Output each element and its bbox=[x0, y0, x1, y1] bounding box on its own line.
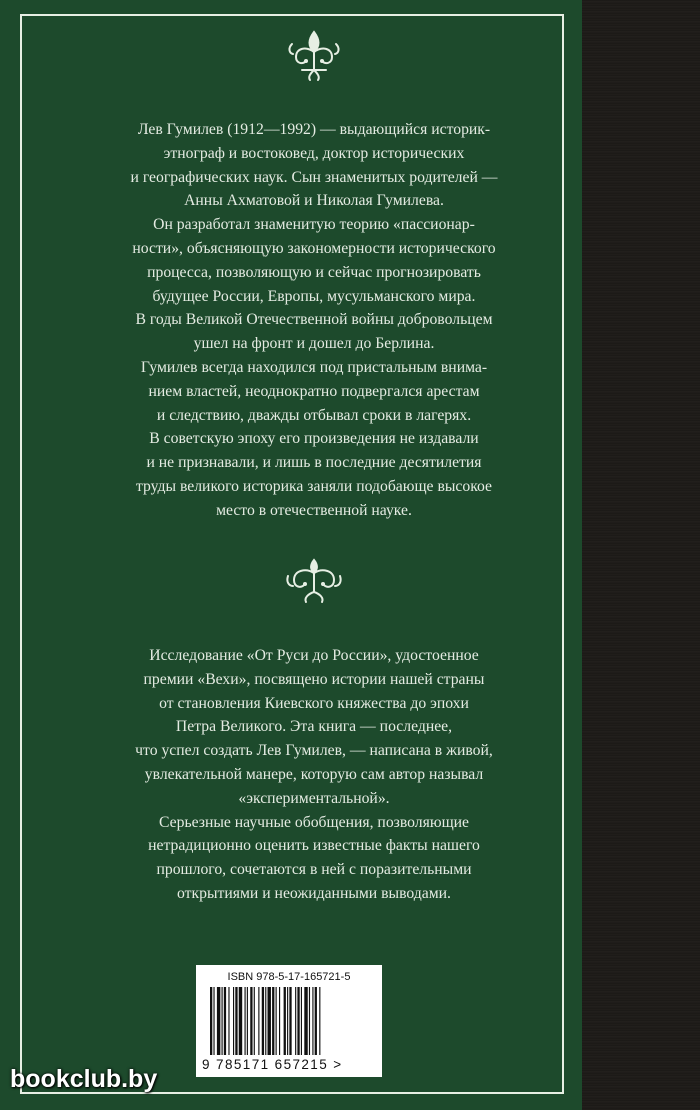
barcode-bar bbox=[276, 987, 277, 1055]
barcode-bar bbox=[210, 987, 212, 1055]
barcode-bar bbox=[297, 987, 299, 1055]
author-bio bbox=[80, 118, 548, 523]
bio-line: этнограф и востоковед, доктор исторических bbox=[163, 144, 465, 162]
about-line: открытиями и неожиданными выводами. bbox=[177, 884, 451, 902]
bio-line: и географических наук. Сын знаменитых родителей — bbox=[130, 168, 498, 186]
barcode-bar bbox=[258, 987, 259, 1055]
barcode-bar bbox=[289, 987, 291, 1055]
barcode-bar bbox=[272, 987, 274, 1055]
bio-line: Гумилев всегда находился под пристальным внима- bbox=[140, 358, 488, 376]
barcode-bar bbox=[304, 987, 307, 1055]
bio-line: Анны Ахматовой и Николая Гумилева. bbox=[184, 192, 444, 210]
about-line: Серьезные научные обобщения, позволяющие bbox=[158, 813, 470, 831]
isbn-barcode bbox=[196, 965, 382, 1077]
barcode-bar bbox=[254, 987, 255, 1055]
bio-line: будущее России, Европы, мусульманского мира. bbox=[152, 287, 476, 305]
barcode-bar bbox=[233, 987, 234, 1055]
barcode-bar bbox=[262, 987, 264, 1055]
fleur-ornament-icon bbox=[284, 30, 344, 82]
about-line: «экспериментальной». bbox=[238, 789, 390, 807]
bio-line: В советскую эпоху его произведения не издавали bbox=[149, 430, 479, 448]
barcode-bar bbox=[247, 987, 248, 1055]
bio-line: нием властей, неоднократно подвергался арестам bbox=[148, 382, 480, 400]
about-line: нетрадиционно оценить известные факты нашего bbox=[148, 837, 480, 855]
barcode-bar bbox=[268, 987, 271, 1055]
barcode-bar bbox=[265, 987, 266, 1055]
isbn-label: ISBN 978-5-17-165721-5 bbox=[227, 971, 351, 983]
bio-line: труды великого историка заняли подобающе высокое bbox=[135, 477, 493, 495]
barcode-bar bbox=[319, 987, 320, 1055]
barcode-digits: 9 785171 657215 > bbox=[202, 1057, 343, 1072]
bio-line: Лев Гумилев (1912—1992) — выдающийся историк- bbox=[137, 121, 491, 138]
about-line: Исследование «От Руси до России», удостоенное bbox=[149, 647, 479, 664]
bio-line: ушел на фронт и дошел до Берлина. bbox=[193, 335, 435, 353]
about-line: что успел создать Лев Гумилев, — написана в живой, bbox=[135, 742, 493, 760]
about-line: прошлого, сочетаются в ней с поразительными bbox=[156, 861, 472, 879]
barcode-bar bbox=[235, 987, 237, 1055]
barcode-bar bbox=[224, 987, 226, 1055]
barcode-bar bbox=[295, 987, 296, 1055]
barcode-bar bbox=[315, 987, 317, 1055]
barcode-bar bbox=[250, 987, 252, 1055]
bio-line: В годы Великой Отечественной войны добровольцем bbox=[135, 311, 493, 329]
bio-line: и следствию, дважды отбывал сроки в лагерях. bbox=[156, 406, 472, 424]
bio-line: и не признавали, и лишь в последние десятилетия bbox=[146, 454, 482, 472]
book-description bbox=[80, 644, 548, 906]
about-line: от становления Киевского княжества до эпохи bbox=[159, 694, 469, 712]
barcode-bar bbox=[284, 987, 286, 1055]
site-watermark: bookclub.by bbox=[10, 1065, 158, 1093]
bio-line: ности», объясняющую закономерности исторического bbox=[132, 239, 496, 257]
bio-line: процесса, позволяющую и сейчас прогнозировать bbox=[147, 263, 481, 281]
barcode-bar bbox=[279, 987, 280, 1055]
barcode-bar bbox=[301, 987, 302, 1055]
bio-line: место в отечественной науке. bbox=[216, 501, 412, 519]
bio-line: Он разработал знаменитую теорию «пассионар- bbox=[153, 216, 475, 234]
book-spine-edge bbox=[582, 0, 700, 1110]
barcode-bar bbox=[222, 987, 223, 1055]
barcode-bar bbox=[245, 987, 246, 1055]
scroll-ornament-icon bbox=[284, 556, 344, 604]
decorative-frame bbox=[20, 14, 564, 1094]
barcode-bar bbox=[239, 987, 242, 1055]
barcode-bar bbox=[287, 987, 288, 1055]
barcode-bar bbox=[312, 987, 313, 1055]
barcode-bars bbox=[210, 987, 368, 1057]
barcode-bar bbox=[228, 987, 229, 1055]
barcode-bar bbox=[217, 987, 220, 1055]
about-line: премии «Вехи», посвящено истории нашей страны bbox=[143, 670, 485, 688]
barcode-bar bbox=[213, 987, 214, 1055]
barcode-bar bbox=[309, 987, 310, 1055]
about-line: увлекательной манере, которую сам автор называл bbox=[144, 765, 484, 783]
about-line: Петра Великого. Эта книга — последнее, bbox=[175, 718, 453, 736]
